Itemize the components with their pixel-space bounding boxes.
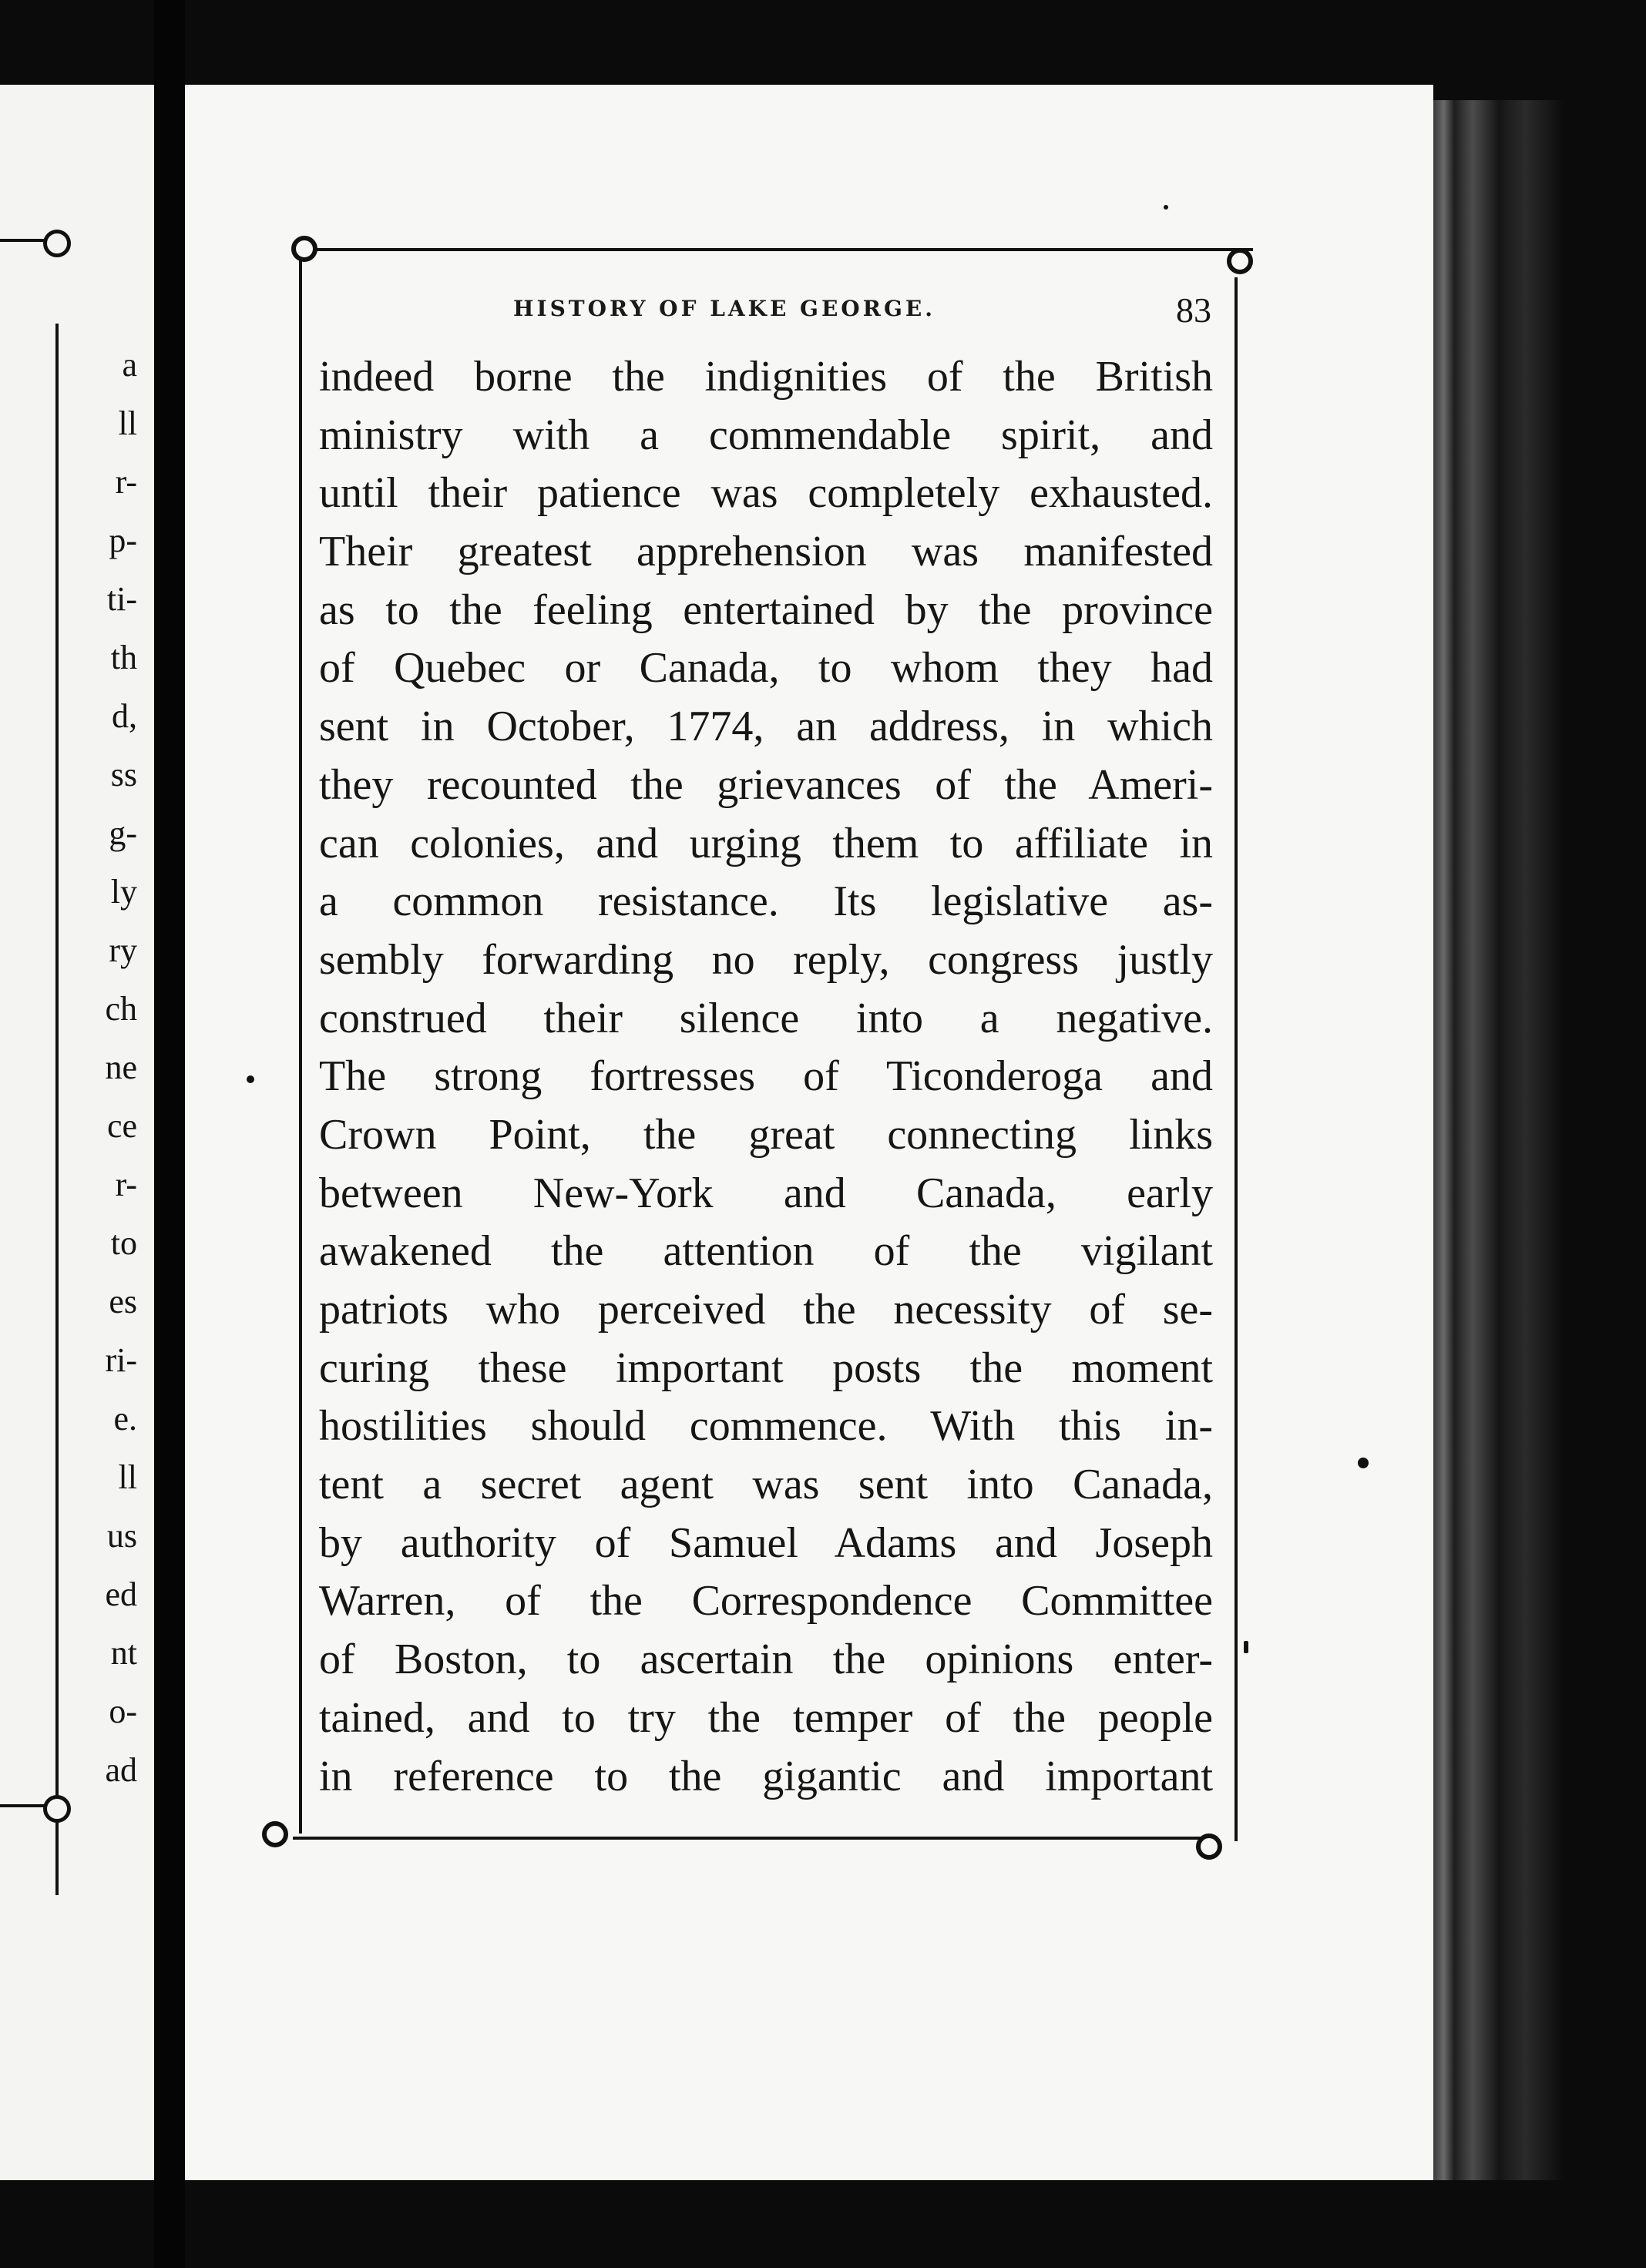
left-fragment: us (106, 1517, 137, 1555)
running-head-title: HISTORY OF LAKE GEORGE. (513, 296, 936, 321)
text-line: Warren, of the Correspondence Committee (319, 1577, 1213, 1626)
left-fragment: nt (110, 1634, 137, 1672)
frame-corner-bottom-left (262, 1821, 288, 1847)
left-fragment: to (110, 1224, 137, 1262)
frame-rule-left (299, 259, 302, 1834)
text-line: sent in October, 1774, an address, in which (319, 703, 1213, 751)
left-fragment: p- (109, 522, 137, 559)
text-line: indeed borne the indignities of the British (319, 353, 1213, 401)
left-fragment: ss (110, 756, 137, 793)
text-line: The strong fortresses of Ticonderoga and (319, 1052, 1213, 1101)
text-line: ministry with a commendable spirit, and (319, 411, 1213, 459)
frame-corner-top-right (1227, 248, 1253, 274)
left-fragment: ll (118, 1458, 137, 1496)
book-gutter (154, 0, 185, 2268)
text-line: hostilities should commence. With this in- (319, 1402, 1213, 1451)
frame-rule-top (316, 248, 1253, 251)
scan-speck (247, 1075, 254, 1083)
left-fragment: r- (115, 463, 137, 501)
text-line: until their patience was completely exhausted. (319, 469, 1213, 518)
scan-speck (1244, 1641, 1248, 1653)
left-fragment: ce (106, 1107, 137, 1145)
left-fragment: g- (109, 814, 137, 852)
frame-rule-bottom (293, 1837, 1213, 1840)
left-fragment: ri- (105, 1341, 137, 1379)
text-line: sembly forwarding no reply, congress justly (319, 935, 1213, 984)
frame-rule-right (1234, 277, 1238, 1841)
left-fragment: r- (115, 1166, 137, 1203)
text-line: they recounted the grievances of the Ameri- (319, 760, 1213, 809)
page-edge-stack (1433, 100, 1564, 2180)
left-fragment: ry (109, 931, 137, 969)
left-fragment: ll (118, 404, 137, 442)
text-line: in reference to the gigantic and important (319, 1752, 1213, 1800)
left-fragment: ly (110, 873, 137, 911)
left-fragment: ed (105, 1575, 137, 1613)
left-fragment: ne (105, 1048, 137, 1086)
text-line: Their greatest apprehension was manifested (319, 528, 1213, 576)
text-line: a common resistance. Its legislative as- (319, 877, 1213, 926)
left-frame-corner-top (43, 230, 71, 257)
frame-corner-top-left (291, 236, 317, 262)
left-fragment: th (110, 639, 137, 676)
left-frame-rule-vertical (55, 324, 59, 1895)
text-line: Crown Point, the great connecting links (319, 1110, 1213, 1159)
left-fragment: d, (112, 697, 137, 735)
left-frame-corner-bottom (43, 1795, 71, 1823)
left-fragment: e. (113, 1400, 137, 1438)
frame-corner-bottom-right (1196, 1834, 1222, 1860)
text-line: of Boston, to ascertain the opinions enter- (319, 1636, 1213, 1684)
text-line: awakened the attention of the vigilant (319, 1227, 1213, 1276)
left-fragment: ti- (106, 580, 137, 618)
text-line: can colonies, and urging them to affiliate in (319, 819, 1213, 867)
text-line: between New-York and Canada, early (319, 1169, 1213, 1217)
body-text (319, 348, 1213, 1806)
left-facing-page (0, 85, 154, 2180)
text-line: curing these important posts the moment (319, 1344, 1213, 1392)
left-fragment: es (109, 1283, 137, 1320)
text-line: tained, and to try the temper of the people (319, 1693, 1213, 1742)
left-fragment: ad (105, 1751, 137, 1789)
left-fragment: a (122, 346, 137, 384)
text-line: tent a secret agent was sent into Canada, (319, 1461, 1213, 1509)
text-line: patriots who perceived the necessity of se- (319, 1286, 1213, 1334)
text-line: construed their silence into a negative. (319, 994, 1213, 1042)
scan-speck (1164, 205, 1168, 210)
scan-speck (1358, 1458, 1369, 1468)
left-fragment: ch (105, 990, 137, 1028)
page-number: 83 (1176, 290, 1211, 330)
text-line: by authority of Samuel Adams and Joseph (319, 1518, 1213, 1567)
left-fragment: o- (109, 1693, 137, 1730)
text-line: as to the feeling entertained by the province (319, 585, 1213, 634)
text-line: of Quebec or Canada, to whom they had (319, 644, 1213, 693)
